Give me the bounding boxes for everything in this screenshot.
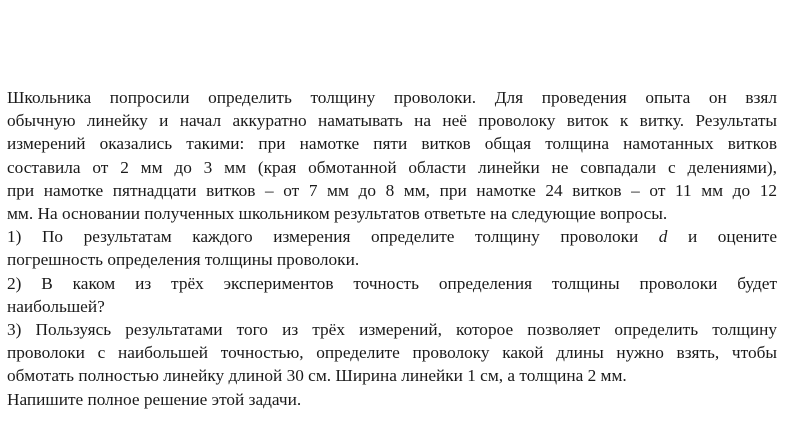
intro-line: измерений оказались такими: при намотке пяти витков общая толщина намотанных витков <box>7 134 777 154</box>
intro-line: обычную линейку и начал аккуратно наматывать на неё проволоку виток к витку. Результаты <box>7 111 777 131</box>
question-1-text: По результатам каждого измерения определите толщину проволоки <box>41 227 639 247</box>
question-3 <box>7 318 777 388</box>
problem-intro <box>7 86 777 225</box>
question-1-line <box>7 225 777 248</box>
question-1-number: 1) <box>7 227 22 247</box>
final-instruction <box>7 388 777 411</box>
question-2-text: В каком из трёх экспериментов точность определения толщины проволоки будет <box>41 273 777 293</box>
intro-line: составила от 2 мм до 3 мм (края обмотанной области линейки не совпадали с делениями), <box>7 157 777 177</box>
question-2-line: наибольшей? <box>7 296 105 316</box>
question-2-number: 2) <box>7 273 22 293</box>
question-3-line <box>7 318 777 341</box>
intro-line: при намотке пятнадцати витков – от 7 мм до 8 мм, при намотке 24 витков – от 11 мм до 12 <box>7 180 777 200</box>
problem-text <box>7 86 777 411</box>
question-2 <box>7 272 777 318</box>
final-instruction-line: Напишите полное решение этой задачи. <box>7 389 302 409</box>
question-3-line: обмотать полностью линейку длиной 30 см. Ширина линейки 1 см, а толщина 2 мм. <box>7 366 627 386</box>
question-1 <box>7 225 777 271</box>
question-3-line: проволоки с наибольшей точностью, определите проволоку какой длины нужно взять, чтобы <box>7 343 777 363</box>
question-3-text: Пользуясь результатами того из трёх измерений, которое позволяет определить толщину <box>35 320 778 340</box>
intro-line: Школьника попросили определить толщину проволоки. Для проведения опыта он взял <box>7 88 777 107</box>
question-3-number: 3) <box>7 320 22 340</box>
question-1-line: погрешность определения толщины проволоки. <box>7 250 360 270</box>
question-2-line <box>7 272 777 295</box>
thickness-variable: d <box>658 227 668 247</box>
question-1-text: и оцените <box>687 227 778 247</box>
intro-line: мм. На основании полученных школьником результатов ответьте на следующие вопросы. <box>7 204 668 224</box>
